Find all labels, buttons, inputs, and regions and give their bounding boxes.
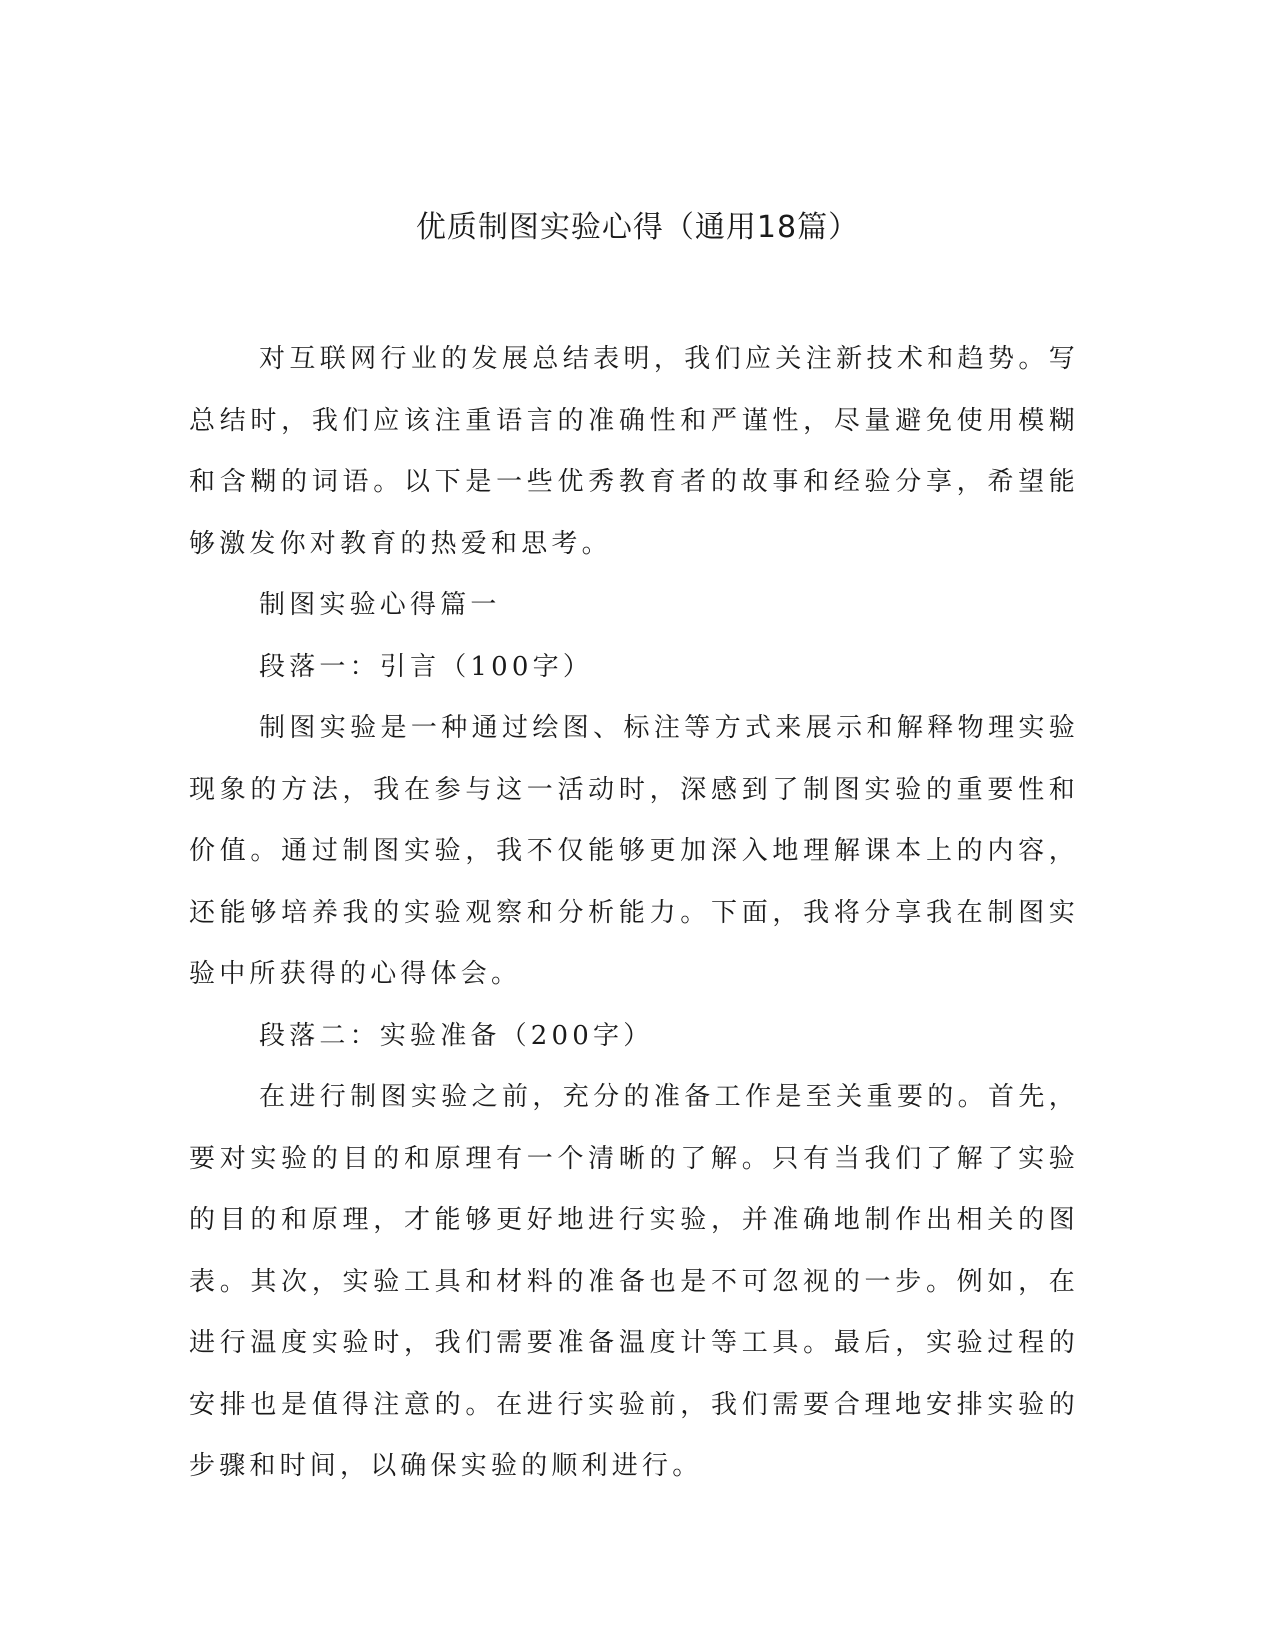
intro-paragraph: 对互联网行业的发展总结表明，我们应关注新技术和趋势。写总结时，我们应该注重语言的准确性和严谨性，尽量避免使用模糊和含糊的词语。以下是一些优秀教育者的故事和经验分享，希望能够激发你对教育的热爱和思考。 bbox=[189, 344, 1079, 559]
document-body bbox=[189, 329, 1079, 1498]
subsection-heading: 段落一：引言（100字） bbox=[259, 651, 594, 682]
body-paragraph: 在进行制图实验之前，充分的准备工作是至关重要的。首先，要对实验的目的和原理有一个清晰的了解。只有当我们了解了实验的目的和原理，才能够更好地进行实验，并准确地制作出相关的图表。其次，实验工具和材料的准备也是不可忽视的一步。例如，在进行温度实验时，我们需要准备温度计等工具。最后，实验过程的安排也是值得注意的。在进行实验前，我们需要合理地安排实验的步骤和时间，以确保实验的顺利进行。 bbox=[189, 1082, 1079, 1481]
subsection-heading: 段落二：实验准备（200字） bbox=[259, 1020, 654, 1051]
body-paragraph: 制图实验是一种通过绘图、标注等方式来展示和解释物理实验现象的方法，我在参与这一活动时，深感到了制图实验的重要性和价值。通过制图实验，我不仅能够更加深入地理解课本上的内容，还能够培养我的实验观察和分析能力。下面，我将分享我在制图实验中所获得的心得体会。 bbox=[189, 713, 1079, 989]
document-title: 优质制图实验心得（通用18篇） bbox=[415, 210, 860, 245]
section-heading: 制图实验心得篇一 bbox=[259, 590, 501, 620]
